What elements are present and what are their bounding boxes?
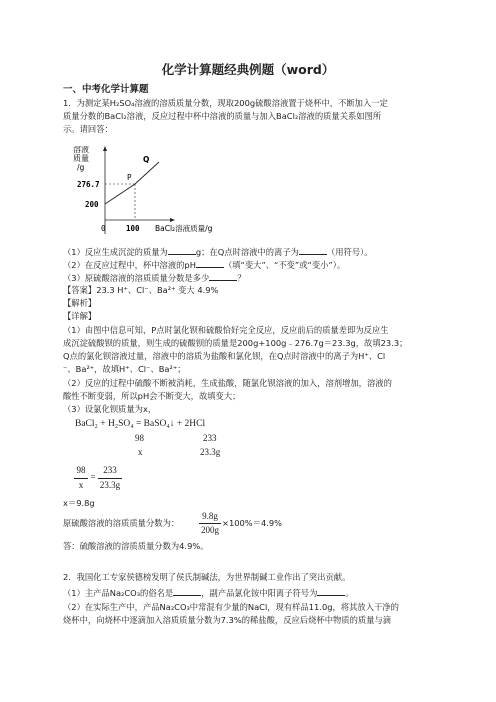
prop-den-23g: 23.3g	[99, 480, 121, 490]
q1-stem-line-2: 质量分数的BaCl₂溶液，反应过程中杯中溶液的质量与加入BaCl₂溶液的质量关系如图所	[63, 111, 382, 121]
q1-sub1-text-c: （用符号）。	[326, 247, 373, 257]
y-title-1: 溶液	[73, 146, 89, 154]
q2-sub1-text-b: ，副产品氯化铵中阳离子符号为	[201, 588, 318, 598]
q2-sub2-line-1: （2）在实际生产中，产品Na₂CO₃中常混有少量的NaCl，现有样品11.0g，将其放入干净的	[63, 602, 399, 612]
eq-mass-23g: 23.3g	[200, 447, 221, 457]
q1-sub2-text-a: （2）在反应过程中，杯中溶液的pH	[63, 260, 196, 270]
x-axis-label: BaCl₂溶液质量/g	[155, 224, 213, 233]
q1-sub2	[63, 259, 345, 271]
prop-num-233: 233	[103, 465, 117, 475]
x-tick-0: 0	[101, 224, 106, 233]
q1-sub1	[63, 246, 373, 258]
q2-blank-cation[interactable]	[317, 587, 345, 596]
q1-sub3-text-a: （3）原硫酸溶液的溶质质量分数是多少	[63, 273, 210, 283]
prop-bar-2	[98, 478, 122, 479]
x-result: x＝9.8g	[63, 498, 95, 508]
prop-bar-1	[74, 478, 88, 479]
y-tick-200: 200	[85, 200, 99, 209]
detail-line-3: Q点的氯化钡溶液过量，溶液中的溶质为盐酸和氯化钡，在Q点时溶液中的离子为H⁺、Cl	[63, 351, 386, 361]
detail-line-1: （1）由图中信息可知，P点时氯化钡和硫酸恰好完全反应，反应前后的质量差即为反应生	[63, 325, 389, 335]
q1-sub3	[63, 272, 246, 284]
graph-svg	[63, 146, 263, 242]
q1-conclusion: 答：硫酸溶液的溶质质量分数为4.9%。	[63, 541, 209, 551]
y-tick-276: 276.7	[77, 180, 100, 189]
q1-blank-percent[interactable]	[209, 272, 237, 281]
mass-relation-graph	[63, 146, 263, 242]
x-tick-100: 100	[126, 224, 140, 233]
detail-line-7: （3）设氯化钡质量为x，	[63, 404, 157, 414]
document-title: 化学计算题经典例题（word）	[161, 62, 335, 77]
percent-label: 原硫酸溶液的溶质质量分数为：	[63, 518, 180, 528]
prop-num-98: 98	[76, 465, 86, 475]
q2-blank-common-name[interactable]	[173, 587, 201, 596]
q1-sub1-text-a: （1）反应生成沉淀的质量为	[63, 247, 168, 257]
q1-sub1-text-b: g；在Q点时溶液中的离子为	[195, 247, 299, 257]
q2-sub1-text-a: （1）主产品Na₂CO₃的俗名是	[63, 588, 174, 598]
q2-sub2-line-2: 烧杯中，向烧杯中逐滴加入溶质质量分数为7.3%的稀盐酸，反应后烧杯中物质的质量与滴	[63, 615, 392, 625]
q1-blank-ions[interactable]	[299, 246, 327, 255]
prop-den-x: x	[78, 480, 84, 490]
eq-mass-x: x	[138, 447, 143, 457]
analysis-tag: 【解析】	[63, 298, 97, 308]
q2-sub1-text-c: 。	[345, 588, 354, 598]
eq-molar-98: 98	[135, 433, 144, 443]
q1-answer: 【答案】23.3 H⁺、Cl⁻、Ba²⁺ 变大 4.9%	[63, 285, 219, 295]
q2-stem: 2．我国化工专家侯德榜发明了侯氏制碱法，为世界制碱工业作出了突出贡献。	[63, 572, 351, 582]
y-title-2: 质量	[73, 154, 89, 163]
q2-sub1	[63, 587, 354, 599]
q1-blank-ph[interactable]	[196, 259, 224, 268]
detail-line-6: 酸性不断变弱，所以pH会不断变大，故填变大；	[63, 391, 241, 401]
percent-tail: ×100%＝4.9%	[222, 518, 283, 528]
percent-bar	[199, 523, 221, 524]
mass-curve	[105, 162, 159, 204]
percent-den: 200g	[201, 525, 219, 535]
y-axis-arrow-icon	[103, 146, 107, 151]
point-q-label: Q	[143, 155, 150, 164]
percent-num: 9.8g	[202, 511, 218, 521]
q1-stem-line-1: 1．为测定某H₂SO₄溶液的溶质质量分数，现取200g硫酸溶液置于烧杯中，不断加入一定	[63, 98, 388, 108]
chemical-equation: BaCl₂ + H₂SO₄ = BaSO₄↓ + 2HCl	[75, 419, 206, 429]
q1-stem-line-3: 示。请回答：	[63, 124, 113, 134]
x-axis-arrow-icon	[170, 218, 175, 222]
eq-molar-233: 233	[203, 433, 217, 443]
q1-sub2-text-b: （填“变大”、“不变”或“变小”）。	[223, 260, 346, 270]
detail-tag: 【详解】	[63, 311, 97, 321]
detail-line-4: ⁻、Ba²⁺，故填H⁺、Cl⁻、Ba²⁺；	[63, 364, 186, 374]
q1-blank-precipitate[interactable]	[168, 246, 196, 255]
point-p-label: P	[127, 173, 132, 182]
section-heading: 一、中考化学计算题	[63, 84, 149, 95]
prop-equals: =	[90, 472, 96, 482]
detail-line-2: 成沉淀硫酸钡的质量，则生成的硫酸钡的质量是200g+100g﹣276.7g＝23.3g，故填23.3；	[63, 338, 408, 348]
detail-line-5: （2）反应的过程中硫酸不断被消耗，生成盐酸，随氯化钡溶液的加入，溶剂增加，溶液的	[63, 378, 392, 388]
y-unit: /g	[77, 163, 85, 172]
q1-sub3-text-b: ？	[237, 273, 246, 283]
